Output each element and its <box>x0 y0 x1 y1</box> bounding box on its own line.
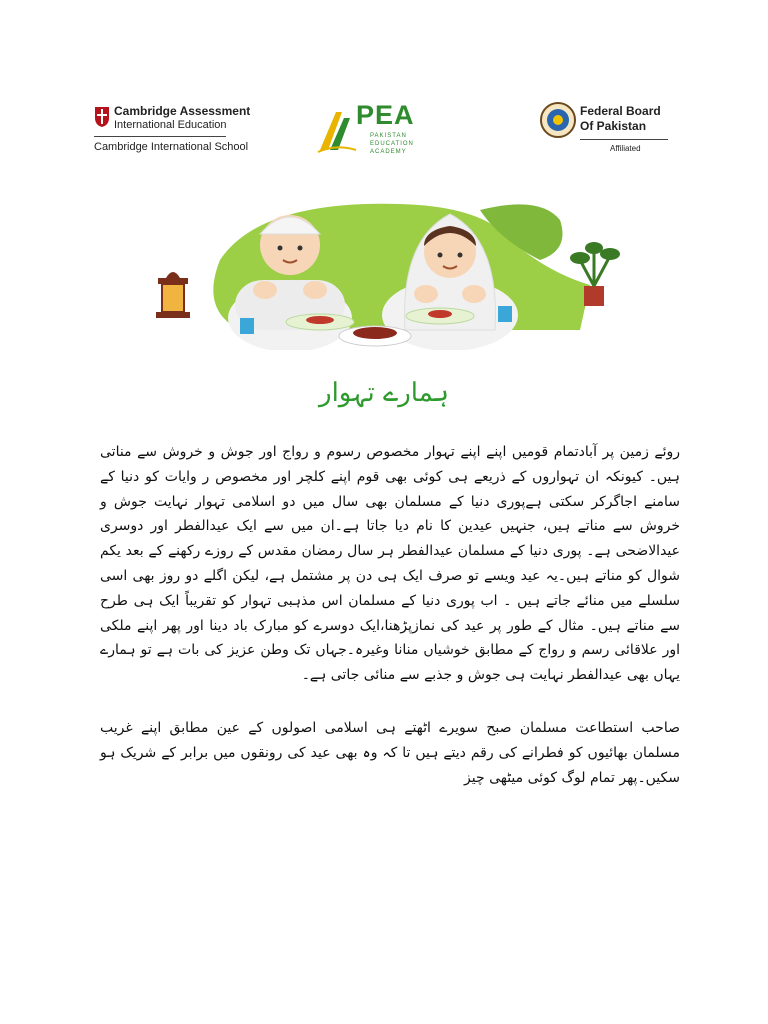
cambridge-divider <box>94 136 226 137</box>
paragraph-1: روئے زمین پر آبادتمام قومیں اپنے اپنے تہوار مخصوص رسوم و رواج اور جوش و خروش سے مناتی ہیں۔ کیونکہ ان تہواروں کے ذریعے ہی کوئی بھی قوم اپنے کلچر اور مخصوص ر وایات کو دنیا کے سامنے اجاگرکر سکتی ہےپوری دنیا کے مسلمان بھی سال میں دو اسلامی تہوار نہایت جوش و خروش سے مناتے ہیں، جنہیں عیدین کا نام دیا جاتا ہے۔ان میں سے ایک عیدالفطر اور دوسری عیدالاضحی ہے۔ پوری دنیا کے مسلمان عیدالفطر ہر سال رمضان مقدس کے روزے رکھنے کے بعد یکم شوال کو مناتے ہیں۔یہ عید ویسے تو صرف ایک ہی دن پر مشتمل ہے، لیکن اگلے دو روز بھی اسی سلسلے میں منائے جاتے ہیں ۔ اب پوری دنیا کے مسلمان اس مذہبی تہوار کو تقریباً ایک ہی طرح سے مناتے ہیں۔ مثال کے طور پر عید کی نمازپڑھنا،ایک دوسرے کو مبارک باد دینا اور پھر اپنے ملکی اور علاقائی رسم و رواج کے مطابق خوشیاں منانا وغیرہ۔جہاں تک وطن عزیز کی بات ہے تو ہمارے یہاں بھی عیدالفطر نہایت ہی جوش و جذبے سے منائی جاتی ہے۔ <box>100 444 680 684</box>
pea-sub-1: PAKISTAN <box>370 133 407 139</box>
cambridge-logo <box>94 104 251 166</box>
pea-sub-3: ACADEMY <box>370 149 407 155</box>
fbise-line-2: Of Pakistan <box>580 119 647 133</box>
fbise-logo <box>540 102 680 162</box>
eid-prayer-illustration-icon <box>140 190 640 350</box>
paragraph-2: صاحب استطاعت مسلمان صبح سویرے اٹھتے ہی اسلامی اصولوں کے عین مطابق اپنے غریب مسلمان بھائیوں کو فطرانے کی رقم دیتے ہیں تا کہ وہ بھی عید کی رونقوں میں برابر کے شریک ہو سکیں۔پھر تمام لوگ کوئی میٹھی چیز <box>100 719 680 786</box>
header-logos <box>0 98 768 168</box>
pea-subtitle <box>370 132 414 156</box>
cambridge-shield-icon <box>94 106 110 128</box>
article-title: ہمارے تہوار <box>319 378 449 408</box>
fbise-line-3: Affiliated <box>610 144 641 153</box>
fbise-divider <box>580 139 668 140</box>
fbise-seal-icon <box>540 102 576 138</box>
article-body <box>100 440 680 790</box>
cambridge-line-1: Cambridge Assessment <box>114 104 251 118</box>
pea-title: PEA <box>356 100 415 130</box>
pea-sub-2: EDUCATION <box>370 141 414 147</box>
cambridge-line-2: International Education <box>114 119 227 131</box>
cambridge-line-3: Cambridge International School <box>94 141 249 153</box>
fbise-line-1: Federal Board <box>580 104 661 118</box>
pea-book-icon <box>316 104 358 156</box>
pea-logo <box>316 98 446 168</box>
